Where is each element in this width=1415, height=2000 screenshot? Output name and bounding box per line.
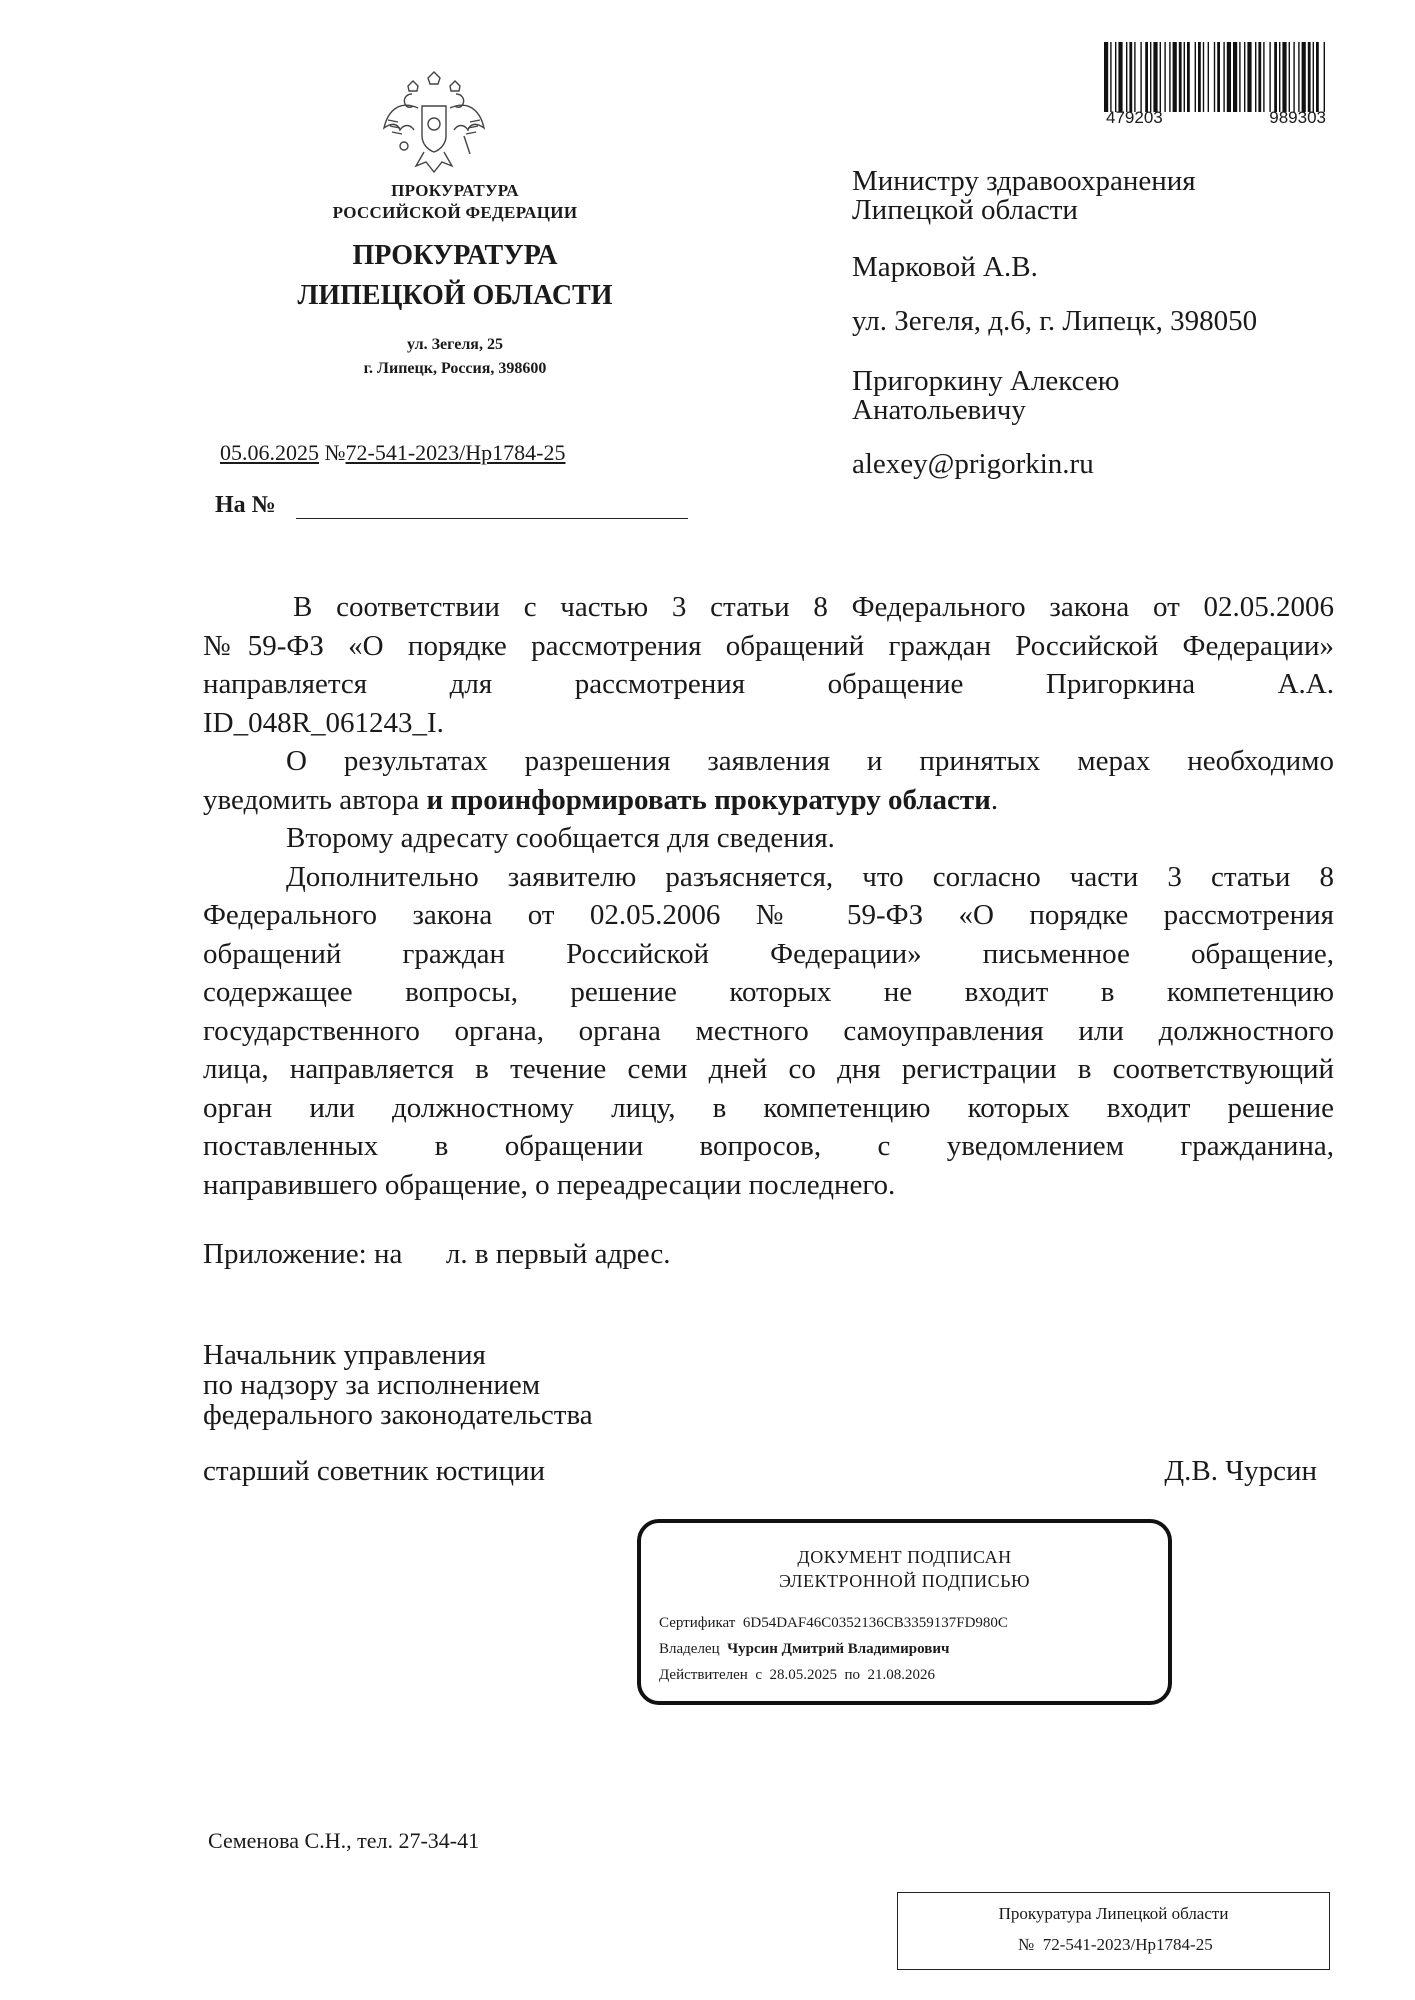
body-p2-line2-start: уведомить автора xyxy=(203,783,427,816)
body-p1-line3: направляется для рассмотрения обращение Пригоркина А.А. xyxy=(203,668,1334,700)
barcode-bar xyxy=(1223,42,1224,112)
barcode-bar xyxy=(1126,42,1127,112)
issuer-address-line1: ул. Зегеля, 25 xyxy=(407,336,503,353)
barcode-bar xyxy=(1258,42,1261,112)
registration-number: 72-541-2023/Нр1784-25 xyxy=(345,440,566,465)
body-p1-line1: В соответствии с частью 3 статьи 8 Федерального закона от 02.05.2006 xyxy=(293,591,1334,623)
barcode-bar xyxy=(1129,42,1132,112)
issuer-parent-line1: ПРОКУРАТУРА xyxy=(391,181,519,200)
barcode-bar xyxy=(1203,42,1204,112)
russian-double-headed-eagle-icon xyxy=(378,70,490,182)
regbox-org: Прокуратура Липецкой области xyxy=(998,1904,1229,1923)
reply-to-blank-line xyxy=(296,518,688,519)
regbox-number xyxy=(1018,1935,1213,1955)
barcode xyxy=(1104,42,1326,112)
body-p1-line2: №59-ФЗ «О порядке рассмотрения обращений граждан Российской Федерации» xyxy=(203,629,1334,662)
barcode-bar xyxy=(1279,42,1280,112)
barcode-bar xyxy=(1293,42,1294,112)
issuer-address-line2: г. Липецк, Россия, 398600 xyxy=(363,360,547,377)
barcode-bar xyxy=(1208,42,1209,112)
body-p4-line2: Федерального закона от 02.05.2006 № 59-ФЗ «О порядке рассмотрения xyxy=(203,899,1334,931)
reply-to-label: На № xyxy=(215,492,276,518)
barcode-bar xyxy=(1104,42,1108,112)
barcode-bar xyxy=(1140,42,1141,112)
body-p4-line7: орган или должностному лицу, в компетенцию которых входит решение xyxy=(203,1091,1334,1124)
signer-rank: старший советник юстиции xyxy=(203,1455,545,1487)
body-p2-line2-bold: и проинформировать прокуратуру области xyxy=(426,783,991,816)
signer-title-line2: по надзору за исполнением xyxy=(203,1369,541,1401)
barcode-bar xyxy=(1153,42,1157,112)
registration-line xyxy=(220,440,565,466)
barcode-bar xyxy=(1214,42,1215,112)
barcode-bar xyxy=(1282,42,1286,112)
barcode-bar xyxy=(1134,42,1135,112)
barcode-bar xyxy=(1274,42,1277,112)
barcode-bar xyxy=(1239,42,1240,112)
esign-header-line1: ДОКУМЕНТ ПОДПИСАН xyxy=(797,1547,1012,1567)
barcode-bar xyxy=(1247,42,1251,112)
esign-owner-value: Чурсин Дмитрий Владимирович xyxy=(727,1641,950,1657)
barcode-bar xyxy=(1227,42,1231,112)
barcode-bar xyxy=(1187,42,1190,112)
barcode-bar xyxy=(1316,42,1319,112)
registration-date: 05.06.2025 xyxy=(220,440,319,465)
esign-header-line2: ЭЛЕКТРОННОЙ ПОДПИСЬЮ xyxy=(779,1571,1030,1591)
esign-owner xyxy=(659,1640,949,1658)
esign-valid-from: 28.05.2025 xyxy=(769,1667,837,1683)
barcode-bar xyxy=(1298,42,1299,112)
esign-certificate xyxy=(659,1614,1008,1632)
recipient2-name-line1: Пригоркину Алексею xyxy=(852,365,1120,397)
esign-validity xyxy=(659,1666,935,1684)
barcode-bar xyxy=(1233,42,1237,112)
barcode-bar xyxy=(1195,42,1196,112)
signer-title-line3: федерального законодательства xyxy=(203,1399,593,1431)
barcode-bar xyxy=(1110,42,1111,112)
barcode-bar xyxy=(1164,42,1165,112)
barcode-bar xyxy=(1150,42,1151,112)
registration-box xyxy=(897,1892,1330,1970)
body-p2-line2-end: . xyxy=(990,783,999,816)
signer-name: Д.В. Чурсин xyxy=(1164,1455,1317,1487)
barcode-bar xyxy=(1255,42,1256,112)
barcode-bar xyxy=(1118,42,1122,112)
esign-valid-to-label: по xyxy=(844,1667,861,1683)
body-p4-line5: государственного органа, органа местного самоуправления или должностного xyxy=(203,1014,1334,1047)
registration-number-prefix: № xyxy=(324,440,346,465)
barcode-bar xyxy=(1313,42,1314,112)
body-p4-line1: Дополнительно заявителю разъясняется, что согласно части 3 статьи 8 xyxy=(286,860,1334,893)
barcode-bar xyxy=(1302,42,1306,112)
barcode-bar xyxy=(1244,42,1245,112)
issuer-name-line1: ПРОКУРАТУРА xyxy=(352,240,558,271)
barcode-bar xyxy=(1263,42,1264,112)
barcode-bar xyxy=(1115,42,1116,112)
recipient2-email: alexey@prigorkin.ru xyxy=(852,448,1094,480)
regbox-number-prefix: № xyxy=(1018,1935,1035,1954)
barcode-bar xyxy=(1269,42,1270,112)
body-p3: Второму адресату сообщается для сведения. xyxy=(286,822,835,854)
esign-owner-label: Владелец xyxy=(659,1641,720,1657)
regbox-number-value: 72-541-2023/Нр1784-25 xyxy=(1042,1935,1213,1954)
body-p4-line8: поставленных в обращении вопросов, с уведомлением гражданина, xyxy=(203,1130,1334,1162)
recipient1-position-line1: Министру здравоохранения xyxy=(852,165,1196,197)
barcode-numbers xyxy=(1106,108,1326,128)
barcode-bar xyxy=(1160,42,1161,112)
esign-cert-value: 6D54DAF46C0352136CB3359137FD980C xyxy=(742,1615,1008,1631)
recipient1-address: ул. Зегеля, д.6, г. Липецк, 398050 xyxy=(852,305,1258,337)
barcode-bar xyxy=(1289,42,1290,112)
recipient2-name-line2: Анатольевичу xyxy=(852,394,1026,426)
executor-contact: Семенова С.Н., тел. 27-34-41 xyxy=(208,1828,480,1853)
body-p4-line6: лица, направляется в течение семи дней со дня регистрации в соответствующий xyxy=(203,1053,1334,1085)
esign-valid-from-label: с xyxy=(755,1667,762,1683)
issuer-name-line2: ЛИПЕЦКОЙ ОБЛАСТИ xyxy=(297,280,613,311)
electronic-signature-stamp xyxy=(637,1519,1172,1705)
signer-title xyxy=(203,1340,593,1430)
barcode-bar xyxy=(1179,42,1182,112)
recipient1-name: Марковой А.В. xyxy=(852,251,1038,283)
barcode-left-number: 479203 xyxy=(1106,108,1163,127)
barcode-bar xyxy=(1217,42,1220,112)
barcode-bar xyxy=(1308,42,1311,112)
body-p2-line1: О результатах разрешения заявления и принятых мерах необходимо xyxy=(286,745,1334,777)
issuer-parent-line2: РОССИЙСКОЙ ФЕДЕРАЦИИ xyxy=(332,203,578,222)
body-p4-line3: обращений граждан Российской Федерации» письменное обращение, xyxy=(203,937,1334,970)
esign-cert-label: Сертификат xyxy=(659,1615,736,1631)
body-p1-line4: ID_048R_061243_I. xyxy=(203,706,444,739)
body-p2-line2 xyxy=(203,781,1334,820)
barcode-bar xyxy=(1324,42,1325,112)
recipient1-position-line2: Липецкой области xyxy=(852,194,1078,226)
esign-valid-label: Действителен xyxy=(659,1667,748,1683)
signer-title-line1: Начальник управления xyxy=(203,1339,486,1371)
barcode-bar xyxy=(1145,42,1148,112)
body-p4-line9: направившего обращение, о переадресации последнего. xyxy=(203,1168,896,1201)
barcode-bar xyxy=(1184,42,1185,112)
attachment-line: Приложение: на л. в первый адрес. xyxy=(203,1238,671,1270)
barcode-right-number: 989303 xyxy=(1269,108,1326,127)
body-text xyxy=(203,588,1334,1204)
barcode-bar xyxy=(1198,42,1201,112)
barcode-bar xyxy=(1169,42,1170,112)
body-p4-line4: содержащее вопросы, решение которых не входит в компетенцию xyxy=(203,976,1334,1008)
barcode-bar xyxy=(1173,42,1177,112)
esign-valid-to: 21.08.2026 xyxy=(867,1667,936,1683)
